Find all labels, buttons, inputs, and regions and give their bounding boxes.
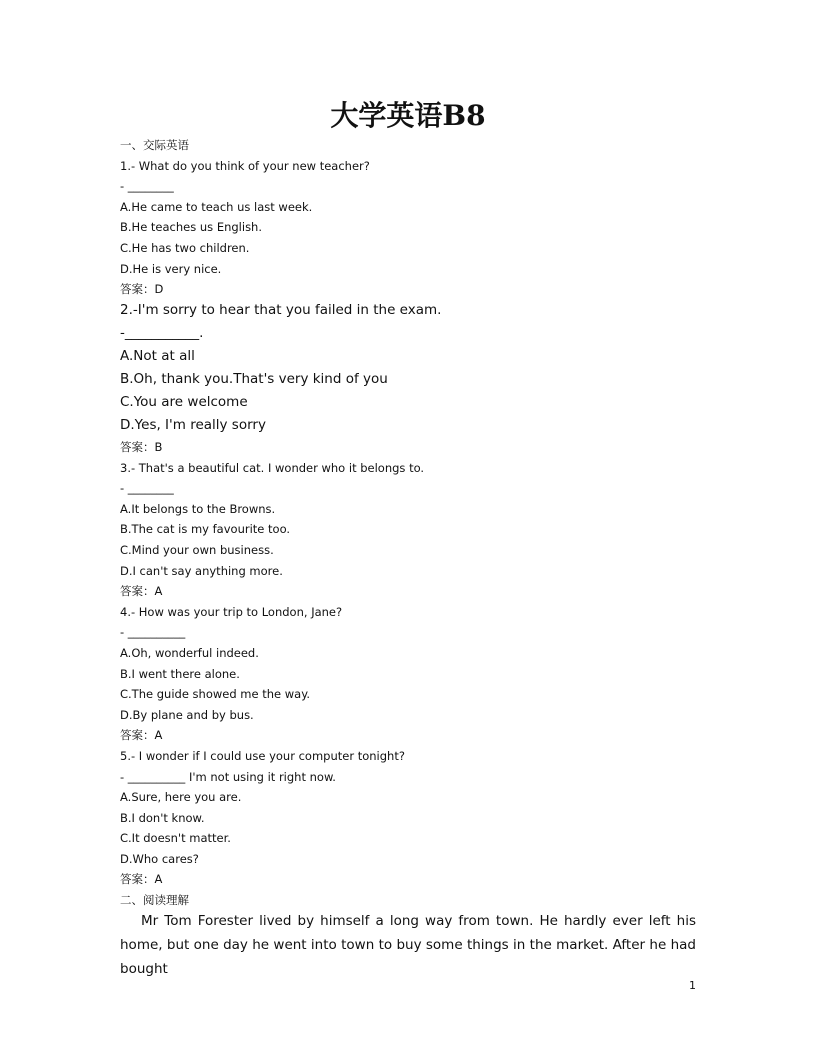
question-1-option-b: B.He teaches us English.	[120, 220, 263, 234]
question-3-option-d: D.I can't say anything more.	[120, 564, 283, 578]
question-5-option-d: D.Who cares?	[120, 852, 199, 866]
section-heading-reading: 二、阅读理解	[120, 893, 189, 907]
question-3-option-a: A.It belongs to the Browns.	[120, 502, 276, 516]
question-3-blank: - ________	[120, 481, 174, 495]
question-3-option-c: C.Mind your own business.	[120, 543, 274, 557]
question-4-stem: 4.- How was your trip to London, Jane?	[120, 605, 343, 619]
question-3-option-b: B.The cat is my favourite too.	[120, 522, 291, 536]
question-1-option-c: C.He has two children.	[120, 241, 250, 255]
question-5-answer: 答案：A	[120, 872, 163, 886]
question-2-option-d: D.Yes, I'm really sorry	[120, 417, 266, 433]
question-2-option-c: C.You are welcome	[120, 394, 248, 410]
question-4-option-d: D.By plane and by bus.	[120, 708, 254, 722]
question-5-blank: - __________ I'm not using it right now.	[120, 770, 336, 784]
question-4-answer: 答案：A	[120, 728, 163, 742]
question-5-option-c: C.It doesn't matter.	[120, 831, 231, 845]
question-1-option-a: A.He came to teach us last week.	[120, 200, 313, 214]
section-heading-conversation: 一、交际英语	[120, 138, 189, 152]
question-2-stem: 2.-I'm sorry to hear that you failed in the exam.	[120, 302, 442, 318]
question-4-option-c: C.The guide showed me the way.	[120, 687, 311, 701]
question-2-option-b: B.Oh, thank you.That's very kind of you	[120, 371, 388, 387]
question-1-blank: - ________	[120, 179, 174, 193]
question-4-blank: - __________	[120, 625, 186, 639]
question-4-option-a: A.Oh, wonderful indeed.	[120, 646, 259, 660]
question-1-stem: 1.- What do you think of your new teacher?	[120, 159, 370, 173]
question-4-option-b: B.I went there alone.	[120, 667, 240, 681]
question-2-blank: -___________.	[120, 325, 204, 341]
question-5-option-b: B.I don't know.	[120, 811, 205, 825]
reading-passage: Mr Tom Forester lived by himself a long way from town. He hardly ever left his home, but one day he went into town to buy some things in the market. After he had bought	[120, 913, 696, 977]
question-5-stem: 5.- I wonder if I could use your computer tonight?	[120, 749, 405, 763]
question-2-answer: 答案：B	[120, 440, 163, 454]
page-number: 1	[689, 979, 696, 992]
question-3-answer: 答案：A	[120, 584, 163, 598]
question-1-option-d: D.He is very nice.	[120, 262, 222, 276]
question-1-answer: 答案：D	[120, 282, 164, 296]
question-5-option-a: A.Sure, here you are.	[120, 790, 242, 804]
document-title: 大学英语B8	[330, 99, 486, 132]
question-3-stem: 3.- That's a beautiful cat. I wonder who it belongs to.	[120, 461, 425, 475]
question-2-option-a: A.Not at all	[120, 348, 195, 364]
